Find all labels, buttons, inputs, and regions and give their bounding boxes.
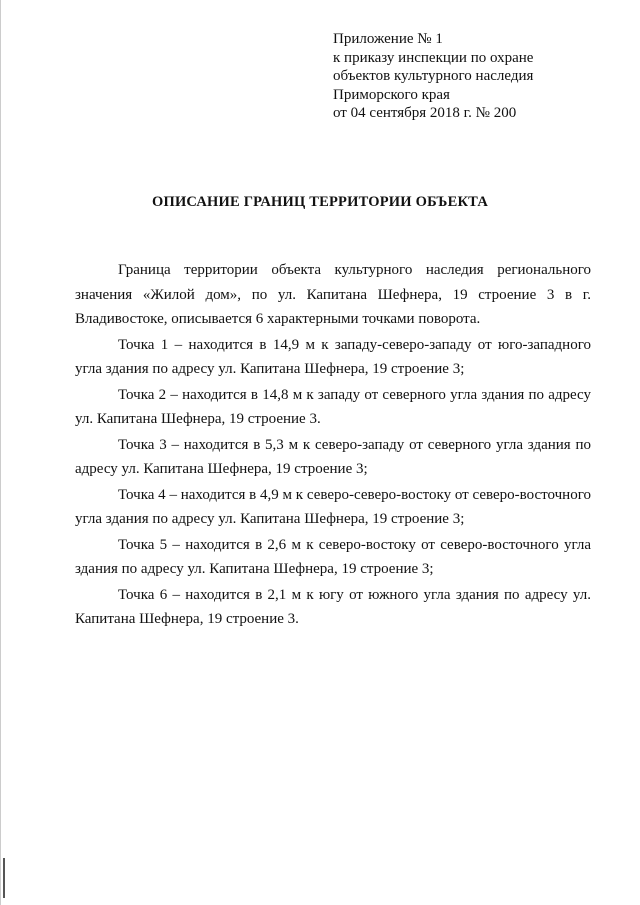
document-title: ОПИСАНИЕ ГРАНИЦ ТЕРРИТОРИИ ОБЪЕКТА [151, 194, 489, 210]
point-2-paragraph: Точка 2 – находится в 14,8 м к западу от северного угла здания по адресу ул. Капитана Шефнера, 19 строение 3. [75, 386, 591, 427]
point-5-paragraph: Точка 5 – находится в 2,6 м к северо-востоку от северо-восточного угла здания по адресу ул. Капитана Шефнера, 19 строение 3; [75, 536, 591, 577]
appendix-header [333, 30, 633, 123]
point-4-paragraph: Точка 4 – находится в 4,9 м к северо-северо-востоку от северо-восточного угла здания по адресу ул. Капитана Шефнера, 19 строение 3; [75, 486, 591, 527]
appendix-line-1: Приложение № 1 [333, 31, 443, 47]
appendix-line-2: к приказу инспекции по охране [333, 49, 534, 66]
appendix-line-3: объектов культурного наследия [333, 68, 534, 84]
point-1-paragraph: Точка 1 – находится в 14,9 м к западу-северо-западу от юго-западного угла здания по адресу ул. Капитана Шефнера, 19 строение 3; [75, 336, 591, 377]
page-edge [0, 0, 1, 905]
point-6-paragraph: Точка 6 – находится в 2,1 м к югу от южного угла здания по адресу ул. Капитана Шефнера, 19 строение 3. [75, 586, 591, 627]
document-body [75, 258, 591, 632]
intro-paragraph: Граница территории объекта культурного наследия регионального значения «Жилой дом», по ул. Капитана Шефнера, 19 строение 3 в г. Владивостоке, описывается 6 характерными точками поворота. [75, 262, 591, 327]
appendix-line-5: от 04 сентября 2018 г. № 200 [333, 105, 517, 121]
appendix-line-4: Приморского края [333, 86, 450, 103]
scan-mark [3, 858, 5, 898]
point-3-paragraph: Точка 3 – находится в 5,3 м к северо-западу от северного угла здания по адресу ул. Капитана Шефнера, 19 строение 3; [75, 436, 591, 477]
